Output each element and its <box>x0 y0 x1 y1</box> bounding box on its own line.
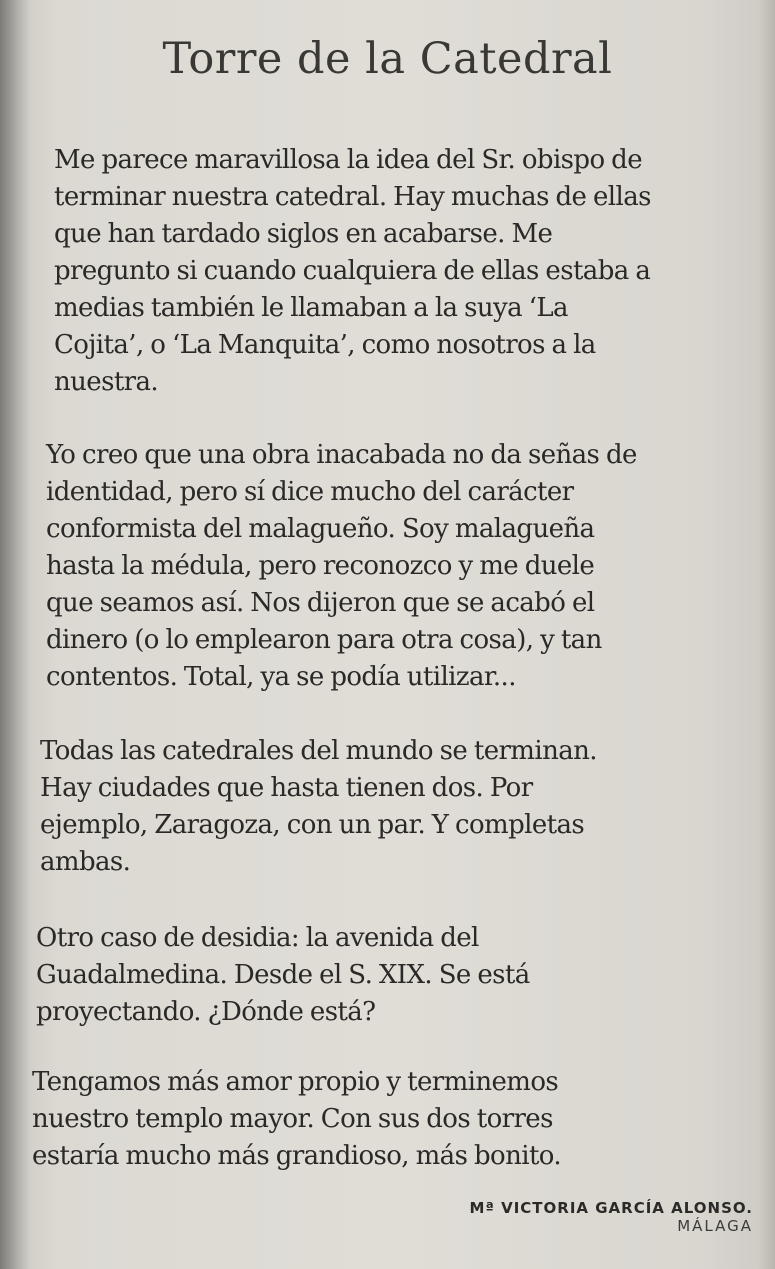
paragraph-2 <box>46 437 736 696</box>
text-line: nuestro templo mayor. Con sus dos torres <box>32 1104 553 1134</box>
page-shadow-right <box>759 0 775 1269</box>
text-line: identidad, pero sí dice mucho del carácter <box>46 477 574 507</box>
author-name: Mª VICTORIA GARCÍA ALONSO. <box>469 1199 753 1217</box>
text-line: Yo creo que una obra inacabada no da señas de <box>46 440 637 470</box>
text-line: ambas. <box>40 847 131 877</box>
text-line: Todas las catedrales del mundo se terminan. <box>40 736 597 766</box>
text-line: que seamos así. Nos dijeron que se acabó el <box>46 588 595 618</box>
text-line: proyectando. ¿Dónde está? <box>36 997 376 1027</box>
text-line: medias también le llamaban a la suya ‘La <box>54 293 568 323</box>
paragraph-3 <box>40 733 724 881</box>
author-signature <box>469 1199 753 1235</box>
text-line: conformista del malagueño. Soy malagueña <box>46 514 595 544</box>
text-line: hasta la médula, pero reconozco y me duele <box>46 551 595 581</box>
text-line: pregunto si cuando cualquiera de ellas estaba a <box>54 256 651 286</box>
page-shadow-left <box>0 0 18 1269</box>
author-city: MÁLAGA <box>677 1217 753 1235</box>
text-line: Me parece maravillosa la idea del Sr. obispo de <box>54 145 642 175</box>
text-line: Tengamos más amor propio y terminemos <box>32 1067 559 1097</box>
text-line: que han tardado siglos en acabarse. Me <box>54 219 553 249</box>
text-line: terminar nuestra catedral. Hay muchas de ellas <box>54 182 651 212</box>
text-line: Guadalmedina. Desde el S. XIX. Se está <box>36 960 530 990</box>
text-line: nuestra. <box>54 367 159 397</box>
text-line: contentos. Total, ya se podía utilizar... <box>46 662 516 692</box>
paragraph-5 <box>32 1064 716 1175</box>
article-title: Torre de la Catedral <box>162 34 613 84</box>
paragraph-4 <box>36 920 720 1031</box>
text-line: Cojita’, o ‘La Manquita’, como nosotros a la <box>54 330 596 360</box>
text-line: dinero (o lo emplearon para otra cosa), y tan <box>46 625 602 655</box>
text-line: ejemplo, Zaragoza, con un par. Y completas <box>40 810 585 840</box>
text-line: Hay ciudades que hasta tienen dos. Por <box>40 773 533 803</box>
text-line: estaría mucho más grandioso, más bonito. <box>32 1141 562 1171</box>
paragraph-1 <box>54 142 734 401</box>
text-line: Otro caso de desidia: la avenida del <box>36 923 479 953</box>
